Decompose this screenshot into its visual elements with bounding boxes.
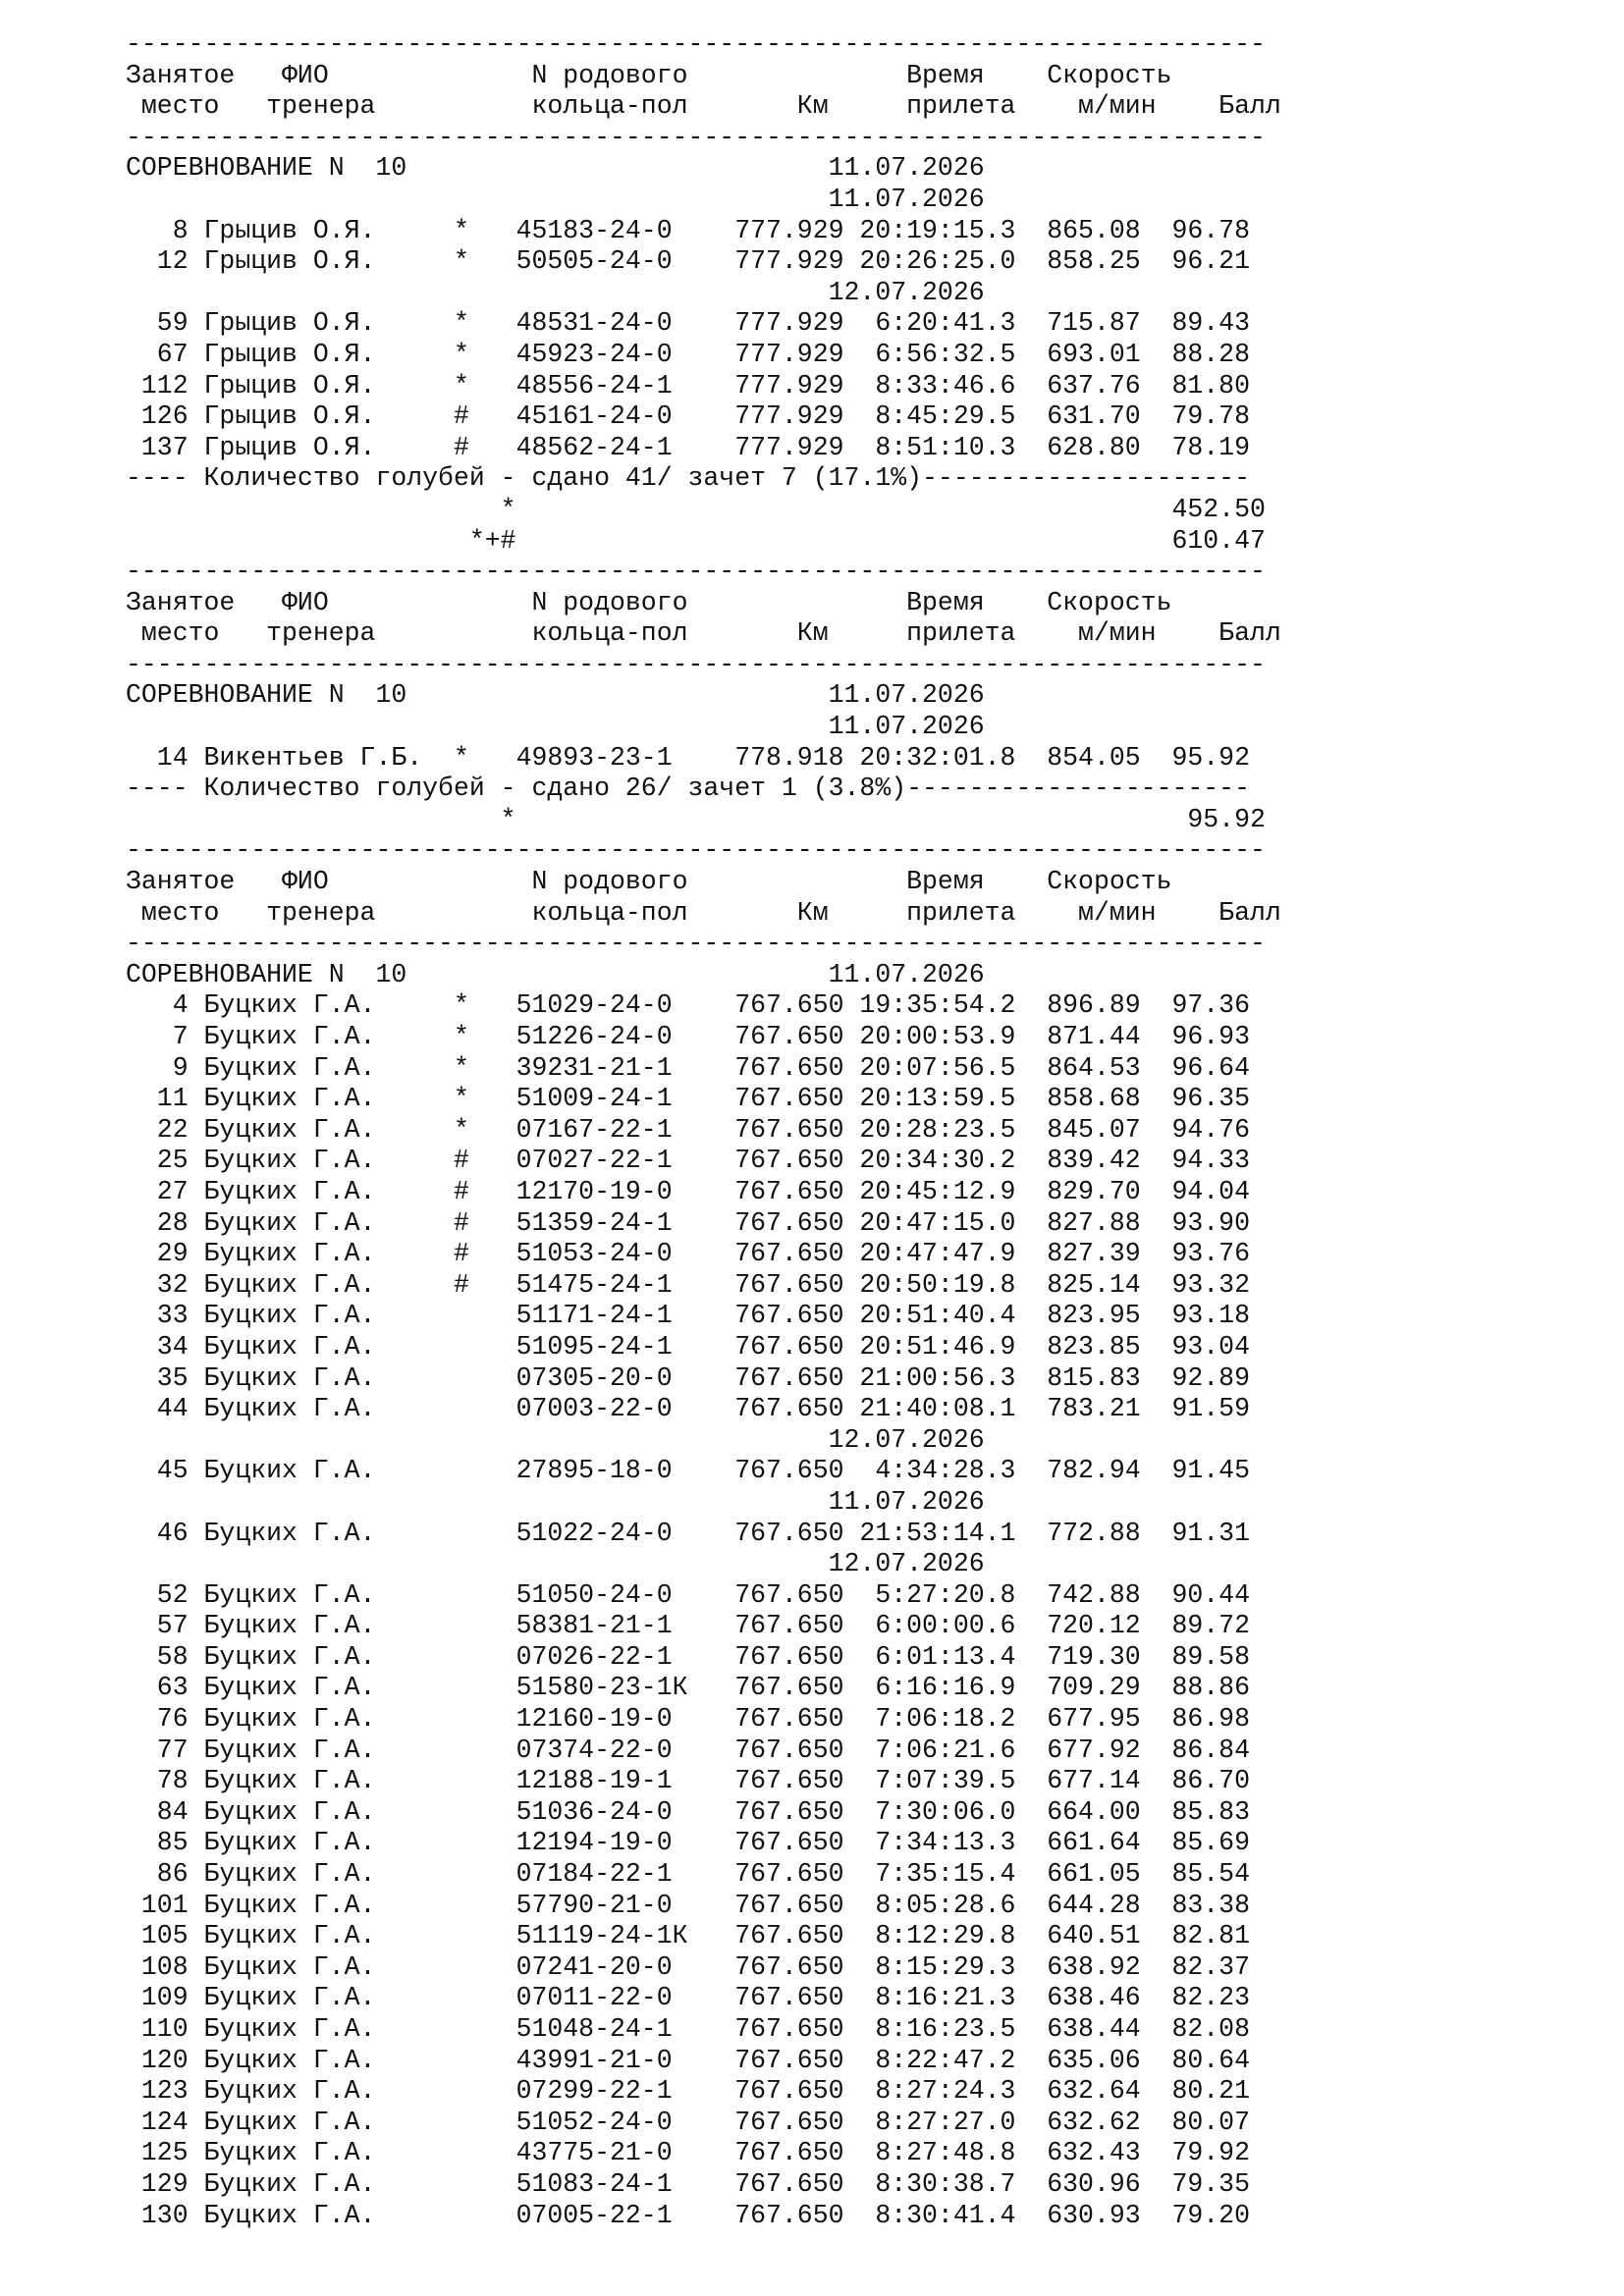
report-line: 110 Буцких Г.А. 51048-24-1 767.650 8:16:23.5 638.44 82.08: [126, 2014, 1250, 2044]
report-line: -------------------------------------------------------------------------: [126, 929, 1266, 959]
report-line: 14 Викентьев Г.Б. * 49893-23-1 778.918 20:32:01.8 854.05 95.92: [126, 742, 1250, 773]
report-line: 11.07.2026: [126, 184, 985, 214]
report-line: 4 Буцких Г.А. * 51029-24-0 767.650 19:35:54.2 896.89 97.36: [126, 990, 1250, 1021]
report-line: 11 Буцких Г.А. * 51009-24-1 767.650 20:13:59.5 858.68 96.35: [126, 1084, 1250, 1114]
report-line: 63 Буцких Г.А. 51580-23-1К 767.650 6:16:16.9 709.29 88.86: [126, 1673, 1250, 1703]
report-line: 12.07.2026: [126, 277, 985, 307]
report-line: -------------------------------------------------------------------------: [126, 122, 1266, 152]
report-line: 137 Грыцив О.Я. # 48562-24-1 777.929 8:51:10.3 628.80 78.19: [126, 432, 1250, 462]
report-line: 78 Буцких Г.А. 12188-19-1 767.650 7:07:39.5 677.14 86.70: [126, 1766, 1250, 1796]
report-line: 45 Буцких Г.А. 27895-18-0 767.650 4:34:28.3 782.94 91.45: [126, 1456, 1250, 1486]
report-line: 112 Грыцив О.Я. * 48556-24-1 777.929 8:33:46.6 637.76 81.80: [126, 370, 1250, 400]
report-line: 105 Буцких Г.А. 51119-24-1К 767.650 8:12:29.8 640.51 82.81: [126, 1921, 1250, 1951]
report-line: 12 Грыцив О.Я. * 50505-24-0 777.929 20:26:25.0 858.25 96.21: [126, 246, 1250, 277]
report-line: 126 Грыцив О.Я. # 45161-24-0 777.929 8:45:29.5 631.70 79.78: [126, 401, 1250, 432]
report-line: 28 Буцких Г.А. # 51359-24-1 767.650 20:47:15.0 827.88 93.90: [126, 1207, 1250, 1238]
report-line: 35 Буцких Г.А. 07305-20-0 767.650 21:00:56.3 815.83 92.89: [126, 1362, 1250, 1393]
report-line: [126, 2231, 1500, 2263]
report-line: -------------------------------------------------------------------------: [126, 649, 1266, 679]
report-line: -------------------------------------------------------------------------: [126, 557, 1266, 587]
report-line: 32 Буцких Г.А. # 51475-24-1 767.650 20:50:19.8 825.14 93.32: [126, 1269, 1250, 1300]
report-line: СОРЕВНОВАНИЕ N 10 11.07.2026: [126, 153, 985, 184]
report-line: 44 Буцких Г.А. 07003-22-0 767.650 21:40:08.1 783.21 91.59: [126, 1394, 1250, 1424]
report-line: 11.07.2026: [126, 712, 985, 742]
report-line: 120 Буцких Г.А. 43991-21-0 767.650 8:22:47.2 635.06 80.64: [126, 2045, 1250, 2075]
report-line: 7 Буцких Г.А. * 51226-24-0 767.650 20:00:53.9 871.44 96.93: [126, 1022, 1250, 1051]
report-line: 67 Грыцив О.Я. * 45923-24-0 777.929 6:56:32.5 693.01 88.28: [126, 339, 1250, 369]
report-line: 29 Буцких Г.А. # 51053-24-0 767.650 20:47:47.9 827.39 93.76: [126, 1239, 1250, 1269]
report-line: 33 Буцких Г.А. 51171-24-1 767.650 20:51:40.4 823.95 93.18: [126, 1301, 1250, 1331]
report-line: 85 Буцких Г.А. 12194-19-0 767.650 7:34:13.3 661.64 85.69: [126, 1828, 1250, 1858]
report-line: 57 Буцких Г.А. 58381-21-1 767.650 6:00:00.6 720.12 89.72: [126, 1611, 1250, 1641]
report-line: -------------------------------------------------------------------------: [126, 835, 1266, 866]
report-line: 129 Буцких Г.А. 51083-24-1 767.650 8:30:38.7 630.96 79.35: [126, 2168, 1250, 2199]
report-line: 77 Буцких Г.А. 07374-22-0 767.650 7:06:21.6 677.92 86.84: [126, 1735, 1250, 1765]
report-line: 52 Буцких Г.А. 51050-24-0 767.650 5:27:20.8 742.88 90.44: [126, 1579, 1250, 1610]
report-line: *+# 610.47: [126, 525, 1266, 556]
report-line: 25 Буцких Г.А. # 07027-22-1 767.650 20:34:30.2 839.42 94.33: [126, 1146, 1250, 1176]
report-line: 34 Буцких Г.А. 51095-24-1 767.650 20:51:46.9 823.85 93.04: [126, 1331, 1250, 1362]
report-line: * 452.50: [126, 494, 1266, 524]
report-line: СОРЕВНОВАНИЕ N 10 11.07.2026: [126, 959, 985, 989]
report-line: 12.07.2026: [126, 1549, 985, 1579]
report-line: 11.07.2026: [126, 1486, 985, 1517]
report-line: Занятое ФИО N родового Время Скорость: [126, 867, 1172, 897]
report-line: 124 Буцких Г.А. 51052-24-0 767.650 8:27:27.0 632.62 80.07: [126, 2107, 1250, 2137]
report-line: ---- Количество голубей - сдано 41/ зачет 7 (17.1%)---------------------: [126, 463, 1250, 494]
report-line: 8 Грыцив О.Я. * 45183-24-0 777.929 20:19:15.3 865.08 96.78: [126, 215, 1250, 245]
report-line: 46 Буцких Г.А. 51022-24-0 767.650 21:53:14.1 772.88 91.31: [126, 1518, 1250, 1548]
report-line: 108 Буцких Г.А. 07241-20-0 767.650 8:15:29.3 638.92 82.37: [126, 1951, 1250, 1982]
report-line: место тренера кольца-пол Км прилета м/мин Балл: [126, 91, 1281, 122]
report-line: ---- Количество голубей - сдано 26/ зачет 1 (3.8%)----------------------: [126, 774, 1250, 804]
report-line: 59 Грыцив О.Я. * 48531-24-0 777.929 6:20:41.3 715.87 89.43: [126, 308, 1250, 339]
report-line: 86 Буцких Г.А. 07184-22-1 767.650 7:35:15.4 661.05 85.54: [126, 1859, 1250, 1890]
report-line: -------------------------------------------------------------------------: [126, 29, 1266, 59]
report-line: 101 Буцких Г.А. 57790-21-0 767.650 8:05:28.6 644.28 83.38: [126, 1890, 1250, 1920]
report-line: 58 Буцких Г.А. 07026-22-1 767.650 6:01:13.4 719.30 89.58: [126, 1641, 1250, 1672]
report-line: 84 Буцких Г.А. 51036-24-0 767.650 7:30:06.0 664.00 85.83: [126, 1796, 1250, 1827]
report-line: место тренера кольца-пол Км прилета м/мин Балл: [126, 618, 1281, 649]
report-line: 109 Буцких Г.А. 07011-22-0 767.650 8:16:21.3 638.46 82.23: [126, 1983, 1250, 2013]
report-line: Занятое ФИО N родового Время Скорость: [126, 587, 1172, 617]
report-line: 130 Буцких Г.А. 07005-22-1 767.650 8:30:41.4 630.93 79.20: [126, 2200, 1250, 2230]
report-line: * 95.92: [126, 804, 1266, 834]
report-line: 12.07.2026: [126, 1424, 985, 1455]
results-printout: [126, 29, 1500, 2263]
report-line: СОРЕВНОВАНИЕ N 10 11.07.2026: [126, 680, 985, 711]
report-line: 76 Буцких Г.А. 12160-19-0 767.650 7:06:18.2 677.95 86.98: [126, 1704, 1250, 1735]
report-line: 123 Буцких Г.А. 07299-22-1 767.650 8:27:24.3 632.64 80.21: [126, 2076, 1250, 2107]
report-line: место тренера кольца-пол Км прилета м/мин Балл: [126, 897, 1281, 928]
report-line: 27 Буцких Г.А. # 12170-19-0 767.650 20:45:12.9 829.70 94.04: [126, 1176, 1250, 1206]
report-line: 9 Буцких Г.А. * 39231-21-1 767.650 20:07:56.5 864.53 96.64: [126, 1052, 1250, 1083]
report-line: Занятое ФИО N родового Время Скорость: [126, 60, 1172, 90]
report-line: 125 Буцких Г.А. 43775-21-0 767.650 8:27:48.8 632.43 79.92: [126, 2138, 1250, 2168]
report-line: 22 Буцких Г.А. * 07167-22-1 767.650 20:28:23.5 845.07 94.76: [126, 1114, 1250, 1145]
